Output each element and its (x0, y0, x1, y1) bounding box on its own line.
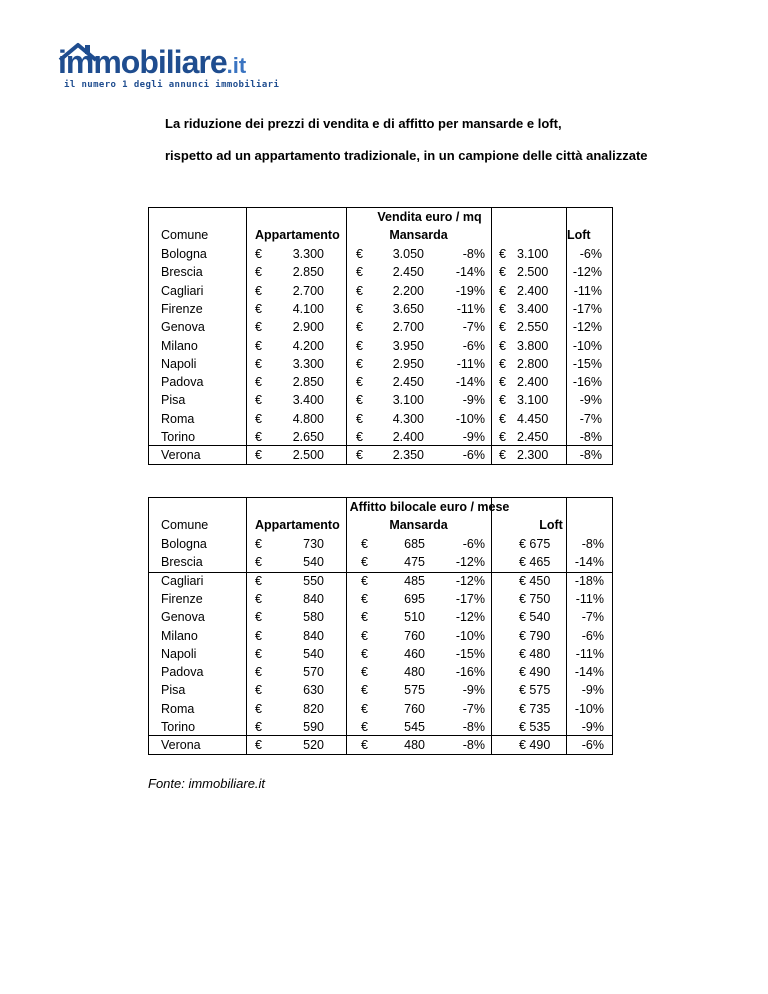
loft-pct: -18% (574, 573, 604, 588)
city-cell: Torino (161, 720, 196, 734)
currency-cell: € (255, 610, 262, 625)
currency-cell: € (356, 430, 363, 444)
city-cell: Firenze (161, 591, 203, 606)
mansarda-pct: -8% (462, 738, 485, 753)
city-cell: Napoli (161, 646, 197, 661)
mansarda-pct: -9% (462, 393, 485, 408)
header-mansarda: Mansarda (389, 228, 448, 242)
mansarda-pct: -12% (455, 573, 485, 588)
mansarda-value: 460 (404, 646, 425, 661)
logo-wordmark: immobiliare.it (58, 44, 247, 80)
city-cell: Cagliari (161, 283, 204, 298)
loft-value: € 465 (519, 555, 551, 570)
currency-cell: € (356, 320, 363, 335)
currency-cell: € (255, 430, 262, 444)
loft-value: 2.500 (517, 265, 549, 280)
mansarda-pct: -11% (456, 356, 485, 371)
city-cell: Milano (161, 628, 198, 643)
currency-cell: € (499, 411, 506, 426)
currency-cell: € (255, 591, 262, 606)
affitto-caption: Affitto bilocale euro / mese (349, 500, 510, 514)
currency-cell: € (361, 537, 368, 551)
loft-pct: -14% (574, 555, 604, 570)
mansarda-value: 760 (404, 701, 425, 716)
currency-cell: € (499, 393, 506, 408)
loft-value: 2.300 (517, 448, 549, 463)
loft-value: € 540 (519, 610, 551, 625)
currency-cell: € (499, 448, 506, 463)
appartamento-value: 3.300 (292, 356, 324, 371)
mansarda-value: 575 (404, 683, 425, 698)
currency-cell: € (356, 448, 363, 463)
city-cell: Napoli (161, 356, 197, 371)
loft-pct: -9% (581, 720, 604, 734)
loft-pct: -6% (581, 738, 604, 753)
currency-cell: € (361, 628, 368, 643)
mansarda-pct: -6% (462, 537, 485, 551)
loft-value: 3.800 (517, 338, 549, 353)
appartamento-value: 2.850 (292, 265, 324, 280)
currency-cell: € (356, 338, 363, 353)
vendita-caption: Vendita euro / mq (377, 210, 482, 224)
currency-cell: € (361, 555, 368, 570)
currency-cell: € (356, 301, 363, 316)
currency-cell: € (255, 356, 262, 371)
header-loft: Loft (567, 228, 591, 242)
appartamento-value: 840 (303, 591, 324, 606)
currency-cell: € (361, 665, 368, 680)
currency-cell: € (255, 375, 262, 390)
currency-cell: € (255, 411, 262, 426)
logo-tagline: il numero 1 degli annunci immobiliari (64, 80, 280, 90)
city-cell: Bologna (161, 247, 207, 261)
currency-cell: € (255, 338, 262, 353)
loft-pct: -6% (581, 628, 604, 643)
currency-cell: € (356, 375, 363, 390)
mansarda-value: 3.100 (392, 393, 424, 408)
loft-value: € 750 (519, 591, 551, 606)
loft-pct: -8% (581, 537, 604, 551)
appartamento-value: 2.500 (292, 448, 324, 463)
appartamento-value: 2.700 (292, 283, 324, 298)
mansarda-value: 3.650 (392, 301, 424, 316)
currency-cell: € (361, 610, 368, 625)
appartamento-value: 4.800 (292, 411, 324, 426)
mansarda-pct: -14% (455, 375, 485, 390)
title-line-2: rispetto ad un appartamento tradizionale, in un campione delle città analizzate (165, 148, 648, 163)
mansarda-value: 2.200 (392, 283, 424, 298)
loft-value: 2.450 (517, 430, 549, 444)
currency-cell: € (499, 320, 506, 335)
vendita-table (148, 207, 613, 465)
mansarda-pct: -8% (462, 247, 485, 261)
city-cell: Firenze (161, 301, 203, 316)
currency-cell: € (255, 628, 262, 643)
mansarda-value: 510 (404, 610, 425, 625)
mansarda-value: 480 (404, 738, 425, 753)
currency-cell: € (255, 320, 262, 335)
mansarda-pct: -12% (455, 555, 485, 570)
loft-pct: -8% (579, 448, 602, 463)
currency-cell: € (499, 283, 506, 298)
mansarda-pct: -7% (462, 320, 485, 335)
loft-pct: -7% (579, 411, 602, 426)
loft-value: € 675 (519, 537, 551, 551)
currency-cell: € (499, 247, 506, 261)
loft-value: € 575 (519, 683, 551, 698)
loft-pct: -11% (575, 591, 604, 606)
appartamento-value: 3.300 (292, 247, 324, 261)
loft-value: 2.550 (517, 320, 549, 335)
header-loft: Loft (539, 518, 563, 532)
currency-cell: € (356, 393, 363, 408)
mansarda-pct: -6% (462, 448, 485, 463)
loft-pct: -17% (572, 301, 602, 316)
appartamento-value: 2.650 (292, 430, 324, 444)
mansarda-pct: -7% (462, 701, 485, 716)
mansarda-value: 4.300 (392, 411, 424, 426)
mansarda-pct: -11% (456, 301, 485, 316)
city-cell: Brescia (161, 555, 203, 570)
city-cell: Padova (161, 375, 204, 390)
currency-cell: € (356, 283, 363, 298)
mansarda-pct: -9% (462, 430, 485, 444)
loft-pct: -16% (572, 375, 602, 390)
currency-cell: € (361, 720, 368, 734)
appartamento-value: 840 (303, 628, 324, 643)
city-cell: Verona (161, 738, 201, 753)
loft-value: 2.800 (517, 356, 549, 371)
loft-value: € 490 (519, 665, 551, 680)
mansarda-value: 3.950 (392, 338, 424, 353)
appartamento-value: 4.100 (292, 301, 324, 316)
city-cell: Padova (161, 665, 204, 680)
loft-value: € 480 (519, 646, 551, 661)
currency-cell: € (361, 683, 368, 698)
currency-cell: € (499, 430, 506, 444)
loft-value: 4.450 (517, 411, 549, 426)
loft-pct: -12% (572, 320, 602, 335)
currency-cell: € (361, 738, 368, 753)
currency-cell: € (255, 738, 262, 753)
city-cell: Genova (161, 320, 205, 335)
appartamento-value: 550 (303, 573, 324, 588)
appartamento-value: 580 (303, 610, 324, 625)
currency-cell: € (499, 338, 506, 353)
mansarda-value: 3.050 (392, 247, 424, 261)
appartamento-value: 590 (303, 720, 324, 734)
appartamento-value: 3.400 (292, 393, 324, 408)
currency-cell: € (255, 573, 262, 588)
city-cell: Pisa (161, 393, 186, 408)
currency-cell: € (499, 265, 506, 280)
loft-pct: -7% (581, 610, 604, 625)
appartamento-value: 540 (303, 646, 324, 661)
loft-value: 2.400 (517, 283, 549, 298)
currency-cell: € (255, 683, 262, 698)
appartamento-value: 730 (303, 537, 324, 551)
loft-value: 3.400 (517, 301, 549, 316)
currency-cell: € (255, 646, 262, 661)
loft-pct: -6% (579, 247, 602, 261)
appartamento-value: 4.200 (292, 338, 324, 353)
mansarda-value: 2.450 (392, 375, 424, 390)
currency-cell: € (361, 701, 368, 716)
mansarda-pct: -15% (455, 646, 485, 661)
currency-cell: € (255, 283, 262, 298)
loft-value: 3.100 (517, 247, 549, 261)
appartamento-value: 520 (303, 738, 324, 753)
loft-pct: -9% (579, 393, 602, 408)
city-cell: Roma (161, 411, 195, 426)
currency-cell: € (255, 265, 262, 280)
mansarda-value: 480 (404, 665, 425, 680)
mansarda-pct: -17% (455, 591, 485, 606)
mansarda-value: 2.950 (392, 356, 424, 371)
mansarda-pct: -19% (455, 283, 485, 298)
city-cell: Pisa (161, 683, 186, 698)
loft-pct: -15% (572, 356, 602, 371)
mansarda-pct: -16% (455, 665, 485, 680)
header-appartamento: Appartamento (255, 228, 340, 242)
mansarda-value: 685 (404, 537, 425, 551)
header-comune: Comune (161, 228, 209, 242)
city-cell: Milano (161, 338, 198, 353)
currency-cell: € (499, 375, 506, 390)
currency-cell: € (361, 573, 368, 588)
mansarda-value: 760 (404, 628, 425, 643)
header-mansarda: Mansarda (389, 518, 448, 532)
appartamento-value: 630 (303, 683, 324, 698)
title-line-1: La riduzione dei prezzi di vendita e di affitto per mansarde e loft, (165, 116, 562, 131)
city-cell: Verona (161, 448, 201, 463)
currency-cell: € (356, 356, 363, 371)
loft-value: 3.100 (517, 393, 549, 408)
mansarda-pct: -6% (462, 338, 485, 353)
loft-value: € 450 (519, 573, 551, 588)
currency-cell: € (255, 537, 262, 551)
mansarda-value: 2.400 (392, 430, 424, 444)
loft-pct: -10% (572, 338, 602, 353)
appartamento-value: 2.850 (292, 375, 324, 390)
currency-cell: € (356, 247, 363, 261)
city-cell: Roma (161, 701, 195, 716)
mansarda-value: 485 (404, 573, 425, 588)
currency-cell: € (255, 665, 262, 680)
mansarda-value: 695 (404, 591, 425, 606)
currency-cell: € (255, 701, 262, 716)
loft-pct: -8% (579, 430, 602, 444)
loft-value: € 535 (519, 720, 551, 734)
currency-cell: € (356, 411, 363, 426)
loft-value: € 790 (519, 628, 551, 643)
appartamento-value: 570 (303, 665, 324, 680)
city-cell: Brescia (161, 265, 203, 280)
city-cell: Cagliari (161, 573, 204, 588)
loft-value: € 735 (519, 701, 551, 716)
loft-pct: -12% (572, 265, 602, 280)
appartamento-value: 540 (303, 555, 324, 570)
appartamento-value: 2.900 (292, 320, 324, 335)
currency-cell: € (255, 448, 262, 463)
mansarda-value: 475 (404, 555, 425, 570)
mansarda-pct: -14% (455, 265, 485, 280)
loft-pct: -11% (573, 283, 602, 298)
currency-cell: € (255, 301, 262, 316)
affitto-table (148, 497, 613, 755)
immobiliare-logo (58, 46, 278, 98)
city-cell: Genova (161, 610, 205, 625)
city-cell: Torino (161, 430, 196, 444)
mansarda-pct: -10% (455, 411, 485, 426)
mansarda-value: 2.350 (392, 448, 424, 463)
mansarda-pct: -12% (455, 610, 485, 625)
currency-cell: € (255, 247, 262, 261)
currency-cell: € (499, 356, 506, 371)
loft-pct: -14% (574, 665, 604, 680)
mansarda-value: 2.450 (392, 265, 424, 280)
source-note: Fonte: immobiliare.it (148, 776, 266, 791)
currency-cell: € (361, 646, 368, 661)
mansarda-value: 2.700 (392, 320, 424, 335)
currency-cell: € (356, 265, 363, 280)
currency-cell: € (255, 393, 262, 408)
loft-pct: -10% (574, 701, 604, 716)
mansarda-pct: -10% (455, 628, 485, 643)
loft-pct: -11% (575, 646, 604, 661)
header-appartamento: Appartamento (255, 518, 340, 532)
loft-value: € 490 (519, 738, 551, 753)
city-cell: Bologna (161, 537, 207, 551)
mansarda-value: 545 (404, 720, 425, 734)
currency-cell: € (255, 555, 262, 570)
mansarda-pct: -8% (462, 720, 485, 734)
loft-value: 2.400 (517, 375, 549, 390)
currency-cell: € (499, 301, 506, 316)
appartamento-value: 820 (303, 701, 324, 716)
header-comune: Comune (161, 518, 209, 532)
currency-cell: € (361, 591, 368, 606)
mansarda-pct: -9% (462, 683, 485, 698)
currency-cell: € (255, 720, 262, 734)
loft-pct: -9% (581, 683, 604, 698)
